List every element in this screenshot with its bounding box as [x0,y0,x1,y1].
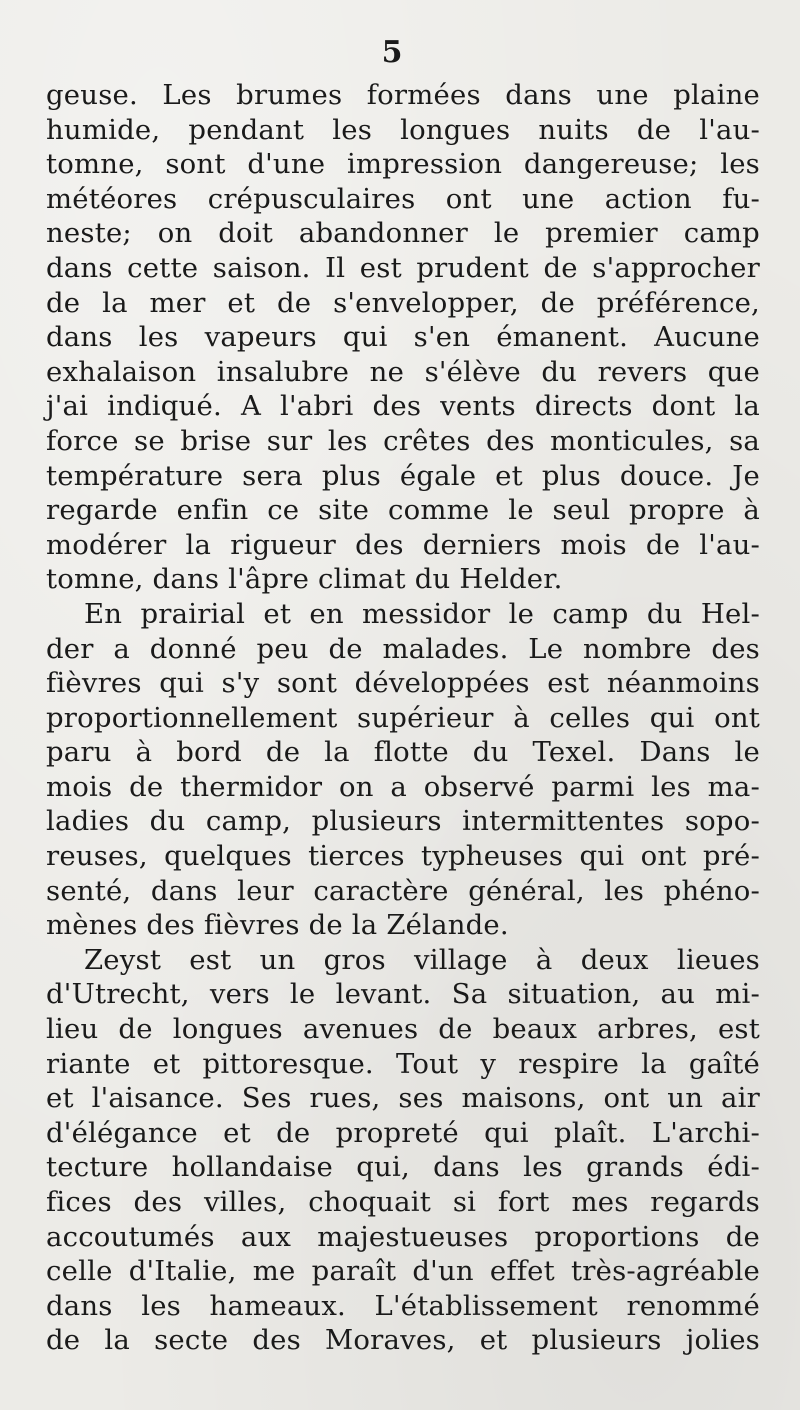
body-text [46,78,760,1358]
text-line: humide, pendant les longues nuits de l'au- [46,113,760,146]
text-line: tomne, dans l'âpre climat du Helder. [46,563,563,596]
text-line: et l'aisance. Ses rues, ses maisons, ont un air [46,1082,760,1115]
text-line: dans les hameaux. L'établissement renommé [46,1289,760,1322]
text-line: dans les vapeurs qui s'en émanent. Aucune [46,321,760,354]
text-line: paru à bord de la flotte du Texel. Dans le [46,736,760,769]
text-line: ladies du camp, plusieurs intermittentes sopo- [46,805,760,838]
text-line: lieu de longues avenues de beaux arbres, est [46,1013,760,1046]
text-line: d'élégance et de propreté qui plaît. L'archi- [46,1116,760,1149]
text-line: fices des villes, choquait si fort mes regards [46,1186,760,1218]
text-line: tecture hollandaise qui, dans les grands édi- [46,1151,760,1184]
text-line: der a donné peu de malades. Le nombre des [46,632,760,665]
text-line: mois de thermidor on a observé parmi les ma- [46,770,760,803]
text-line: reuses, quelques tierces typheuses qui ont pré- [46,840,760,873]
text-line: riante et pittoresque. Tout y respire la gaîté [46,1047,760,1080]
text-line: accoutumés aux majestueuses proportions de [46,1220,760,1253]
text-line: celle d'Italie, me paraît d'un effet très-agréable [46,1255,760,1288]
text-line: mènes des fièvres de la Zélande. [46,909,509,942]
text-line: d'Utrecht, vers le levant. Sa situation, au mi- [46,978,760,1011]
text-line: exhalaison insalubre ne s'élève du revers que [46,355,760,388]
text-line: Zeyst est un gros village à deux lieues [84,943,760,976]
text-line: En prairial et en messidor le camp du Hel- [84,597,760,630]
text-line: neste; on doit abandonner le premier camp [46,217,760,250]
text-line: geuse. Les brumes formées dans une plaine [46,79,760,111]
text-line: modérer la rigueur des derniers mois de l'au- [46,528,760,561]
text-line: de la secte des Moraves, et plusieurs jolies [46,1324,760,1357]
page-number: 5 [381,35,403,70]
text-line: météores crépusculaires ont une action fu- [46,182,760,215]
text-line: température sera plus égale et plus douce. Je [46,459,760,492]
text-line: dans cette saison. Il est prudent de s'approcher [46,251,760,284]
text-line: proportionnellement supérieur à celles qui ont [46,701,760,734]
text-line: tomne, sont d'une impression dangereuse; les [46,148,760,181]
text-line: force se brise sur les crêtes des monticules, sa [46,424,760,457]
text-line: j'ai indiqué. A l'abri des vents directs dont la [46,390,760,423]
text-line: fièvres qui s'y sont développées est néanmoins [46,667,760,700]
text-line: senté, dans leur caractère général, les phéno- [46,874,760,907]
text-line: de la mer et de s'envelopper, de préférence, [46,286,760,319]
text-line: regarde enfin ce site comme le seul propre à [46,494,760,527]
